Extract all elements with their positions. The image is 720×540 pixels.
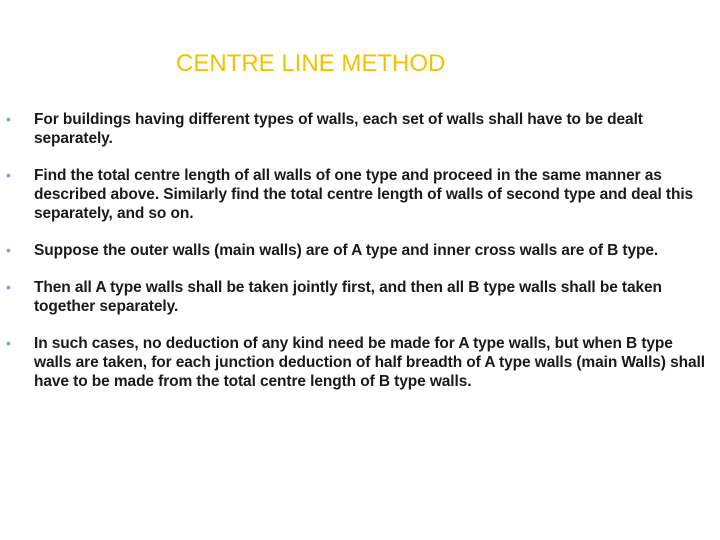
bullet-icon: • — [6, 242, 11, 258]
bullet-item — [0, 278, 720, 316]
bullet-icon: • — [6, 111, 11, 127]
bullet-text: In such cases, no deduction of any kind need be made for A type walls, but when B type walls are taken, for each junction deduction of half breadth of A type walls (main Walls) shall have to be made from the total centre length of B type walls. — [34, 335, 705, 390]
bullet-icon: • — [6, 167, 11, 183]
bullet-text: Find the total centre length of all walls of one type and proceed in the same manner as described above. Similarly find the total centre length of walls of second type and deal this separately, and so on. — [34, 167, 694, 222]
bullet-icon: • — [6, 335, 11, 351]
bullet-icon: • — [6, 279, 11, 295]
bullet-item — [0, 166, 720, 223]
slide-title: CENTRE LINE METHOD — [176, 50, 446, 77]
bullet-text: Then all A type walls shall be taken jointly first, and then all B type walls shall be taken together separately. — [34, 279, 662, 315]
bullet-text: Suppose the outer walls (main walls) are of A type and inner cross walls are of B type. — [34, 242, 659, 259]
bullet-item — [0, 241, 720, 260]
bullet-text: For buildings having different types of walls, each set of walls shall have to be dealt separately. — [34, 111, 643, 147]
bullet-item — [0, 110, 720, 148]
bullet-list — [0, 110, 720, 409]
bullet-item — [0, 334, 720, 391]
